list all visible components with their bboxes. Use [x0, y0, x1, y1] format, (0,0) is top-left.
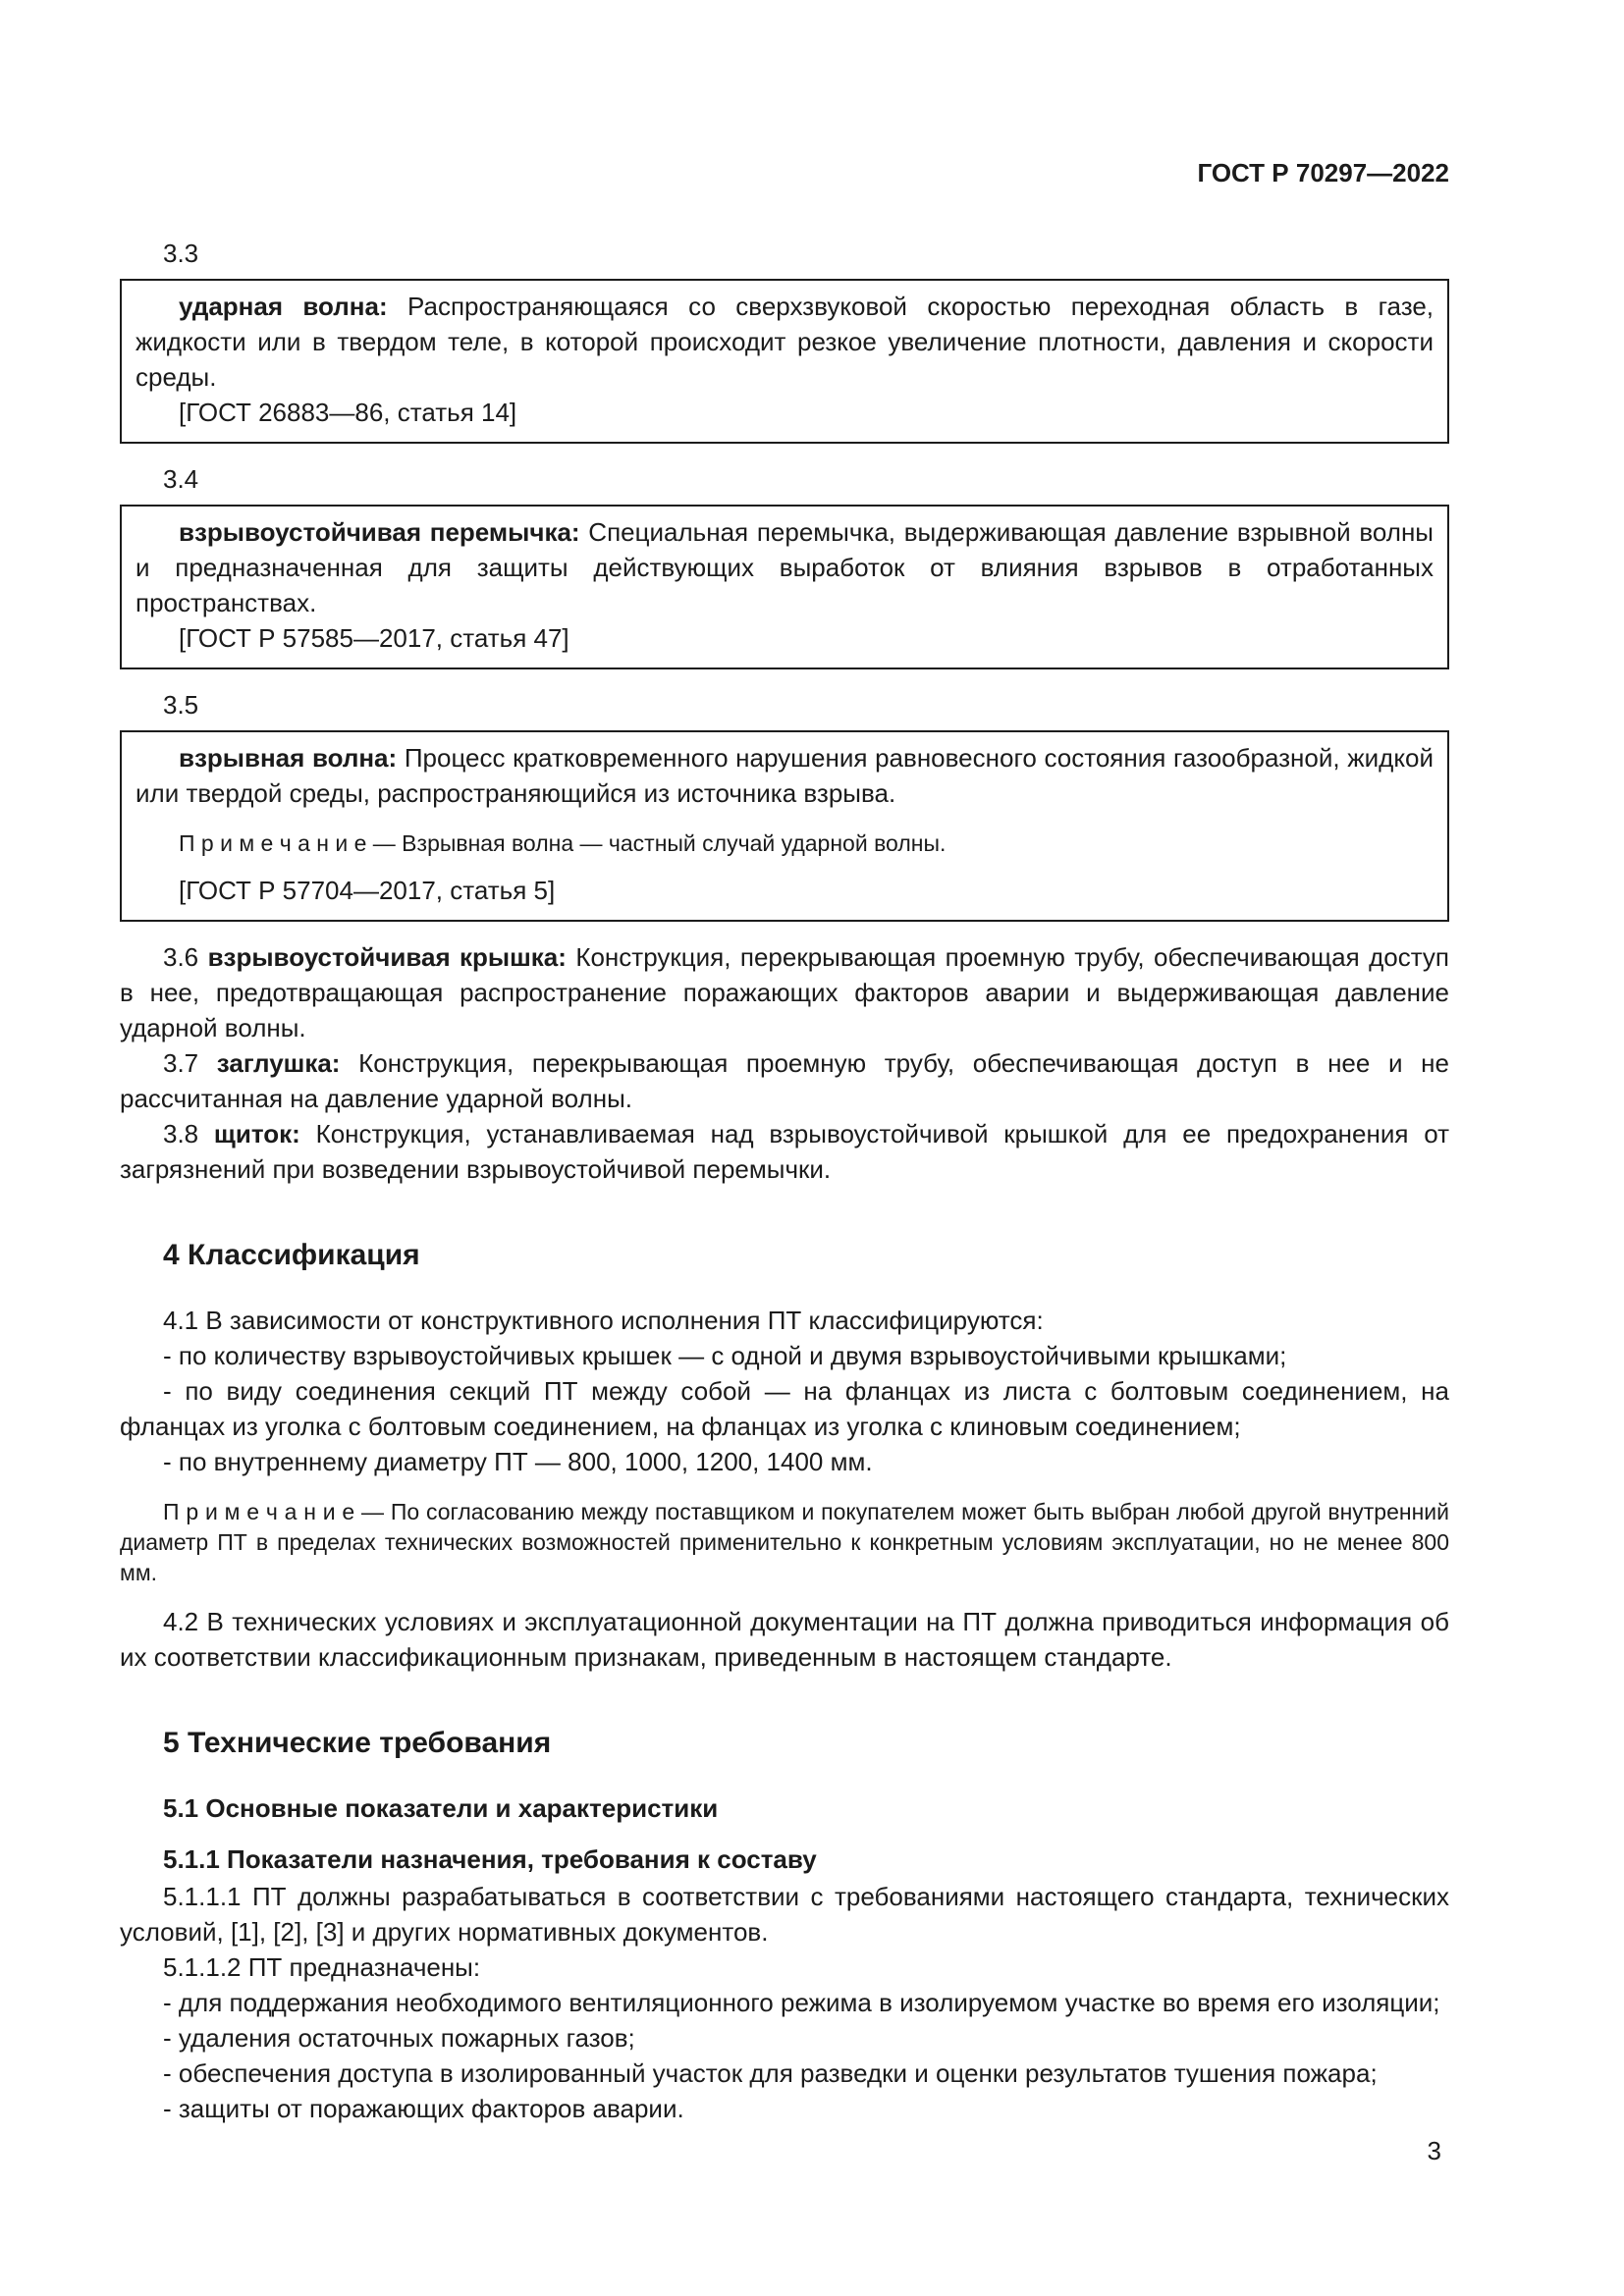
- term-name: взрывная волна:: [179, 743, 398, 773]
- subsection-5-1-heading: 5.1 Основные показатели и характеристики: [163, 1793, 719, 1823]
- paragraph-5-1-1-1: 5.1.1.1 ПТ должны разрабатываться в соответствии с требованиями настоящего стандарта, технических условий, [1], [2], [3] и других нормативных документов.: [120, 1882, 1449, 1947]
- section-4-heading: 4 Классификация: [163, 1239, 420, 1271]
- list-item: - по виду соединения секций ПТ между собой — на фланцах из листа с болтовым соединением, на фланцах из уголка с болтовым соединением, на фланцах из уголка с клиновым соединением;: [120, 1376, 1449, 1441]
- term-number: 3.8: [163, 1119, 214, 1148]
- term-name: ударная волна:: [179, 292, 388, 321]
- clause-number-3-3: 3.3: [163, 239, 199, 268]
- list-item: - удаления остаточных пожарных газов;: [163, 2023, 635, 2053]
- source-reference: [ГОСТ Р 57585—2017, статья 47]: [179, 623, 569, 653]
- definition-paragraph: [135, 740, 1434, 811]
- definition-paragraph: [135, 289, 1434, 395]
- definition-box-explosion-proof-bulkhead: [120, 505, 1449, 669]
- definition-paragraph: [135, 514, 1434, 620]
- definition-text: Процесс кратковременного нарушения равновесного состояния газообразной, жидкой или твердой среды, распространяющийся из источника взрыва.: [135, 743, 1435, 808]
- source-reference: [ГОСТ 26883—86, статья 14]: [179, 398, 517, 427]
- term-name: заглушка:: [216, 1048, 341, 1078]
- section-5-heading: 5 Технические требования: [163, 1727, 552, 1759]
- definition-box-blast-wave: [120, 730, 1449, 922]
- term-number: 3.6: [163, 942, 208, 972]
- term-name: взрывоустойчивая перемычка:: [179, 517, 580, 547]
- doc-number-header: ГОСТ Р 70297—2022: [1197, 158, 1449, 187]
- term-text: Конструкция, перекрывающая проемную трубу, обеспечивающая доступ в нее, предотвращающая распространение поражающих факторов аварии и выдерживающая давление ударной волны.: [120, 942, 1449, 1042]
- subsection-5-1-1-heading: 5.1.1 Показатели назначения, требования к составу: [163, 1844, 817, 1874]
- clause-number-3-5: 3.5: [163, 690, 199, 720]
- term-paragraph-3-6: [120, 939, 1449, 1045]
- term-paragraph-3-8: [120, 1116, 1449, 1187]
- term-name: щиток:: [213, 1119, 300, 1148]
- page-number: 3: [1427, 2136, 1441, 2165]
- list-item: - по внутреннему диаметру ПТ — 800, 1000, 1200, 1400 мм.: [163, 1447, 873, 1476]
- term-text: Конструкция, перекрывающая проемную трубу, обеспечивающая доступ в нее и не рассчитанная на давление ударной волны.: [120, 1048, 1449, 1113]
- clause-number-3-4: 3.4: [163, 464, 199, 494]
- paragraph-4-1: 4.1 В зависимости от конструктивного исполнения ПТ классифицируются:: [163, 1306, 1044, 1335]
- definition-note: П р и м е ч а н и е — Взрывная волна — частный случай ударной волны.: [179, 830, 947, 856]
- list-item: - защиты от поражающих факторов аварии.: [163, 2094, 684, 2123]
- list-item: - обеспечения доступа в изолированный участок для разведки и оценки результатов тушения пожара;: [163, 2058, 1378, 2088]
- term-text: Конструкция, устанавливаемая над взрывоустойчивой крышкой для ее предохранения от загрязнений при возведении взрывоустойчивой перемычки.: [120, 1119, 1449, 1184]
- definition-box-shock-wave: [120, 279, 1449, 444]
- term-number: 3.7: [163, 1048, 217, 1078]
- section-4-note: П р и м е ч а н и е — По согласованию между поставщиком и покупателем может быть выбран любой другой внутренний диаметр ПТ в пределах технических возможностей применительно к конкретным условиям эксплуатации, но не менее 800 мм.: [120, 1499, 1449, 1585]
- term-name: взрывоустойчивая крышка:: [207, 942, 567, 972]
- definition-text: Распространяющаяся со сверхзвуковой скоростью переходная область в газе, жидкости или в твердом теле, в которой происходит резкое увеличение плотности, давления и скорости среды.: [135, 292, 1435, 392]
- list-item: - для поддержания необходимого вентиляционного режима в изолируемом участке во время его изоляции;: [163, 1988, 1440, 2017]
- term-paragraph-3-7: [120, 1045, 1449, 1116]
- source-reference: [ГОСТ Р 57704—2017, статья 5]: [179, 876, 556, 905]
- paragraph-5-1-1-2: 5.1.1.2 ПТ предназначены:: [163, 1952, 481, 1982]
- definition-text: Специальная перемычка, выдерживающая давление взрывной волны и предназначенная для защиты действующих выработок от влияния взрывов в отработанных пространствах.: [135, 517, 1434, 617]
- paragraph-4-2: 4.2 В технических условиях и эксплуатационной документации на ПТ должна приводиться информация об их соответствии классификационным признакам, приведенным в настоящем стандарте.: [120, 1607, 1449, 1672]
- list-item: - по количеству взрывоустойчивых крышек — с одной и двумя взрывоустойчивыми крышками;: [163, 1341, 1287, 1370]
